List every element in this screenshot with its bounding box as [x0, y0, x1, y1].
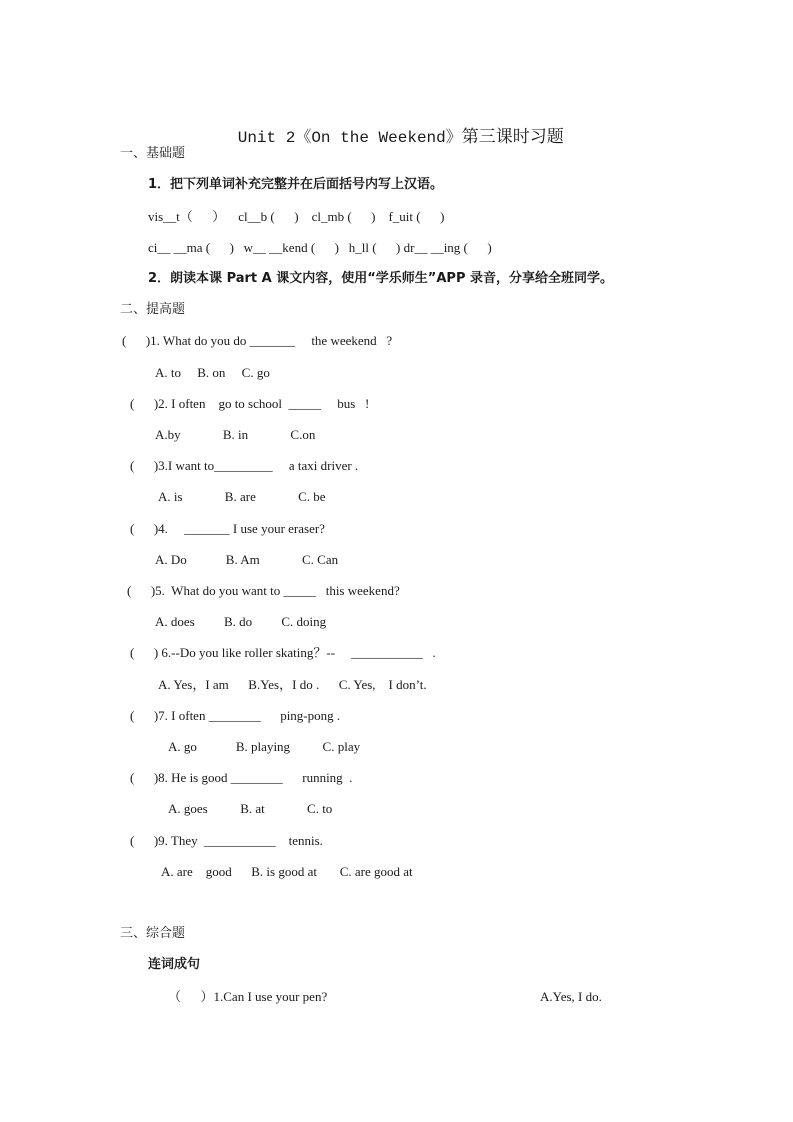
- question-7: ( )7. I often ________ ping-pong .: [130, 708, 341, 723]
- question-9-options: A. are good B. is good at C. are good at: [161, 864, 413, 879]
- page-title: [0, 107, 793, 148]
- question-1-options: A. to B. on C. go: [155, 365, 270, 380]
- question-4-options: A. Do B. Am C. Can: [155, 552, 339, 567]
- question-6-options: A. Yes，I am B.Yes，I do . C. Yes, I don’t.: [158, 677, 427, 692]
- section-1-task-2: 2．朗读本课 Part A 课文内容，使用“学乐师生”APP 录音，分享给全班同学。: [148, 271, 613, 286]
- matching-item-1-answer: A.Yes, I do.: [540, 989, 602, 1004]
- question-5: ( )5. What do you want to _____ this weekend?: [127, 583, 400, 598]
- section-1-heading: 一、基础题: [120, 146, 186, 161]
- question-2-options: A.by B. in C.on: [155, 427, 316, 442]
- question-3-options: A. is B. are C. be: [158, 489, 326, 504]
- word-fill-row-1: vis__t（ ） cl__b ( ) cl_mb ( ) f_uit ( ): [148, 209, 445, 224]
- section-1-task-1: 1．把下列单词补充完整并在后面括号内写上汉语。: [148, 177, 444, 192]
- question-7-options: A. go B. playing C. play: [168, 739, 361, 754]
- page-title-english: Unit 2《On the Weekend》: [237, 129, 462, 147]
- section-3-subheading: 连词成句: [148, 957, 201, 972]
- question-6: ( ) 6.--Do you like roller skating？-- ___________ .: [130, 645, 436, 660]
- question-1: ( )1. What do you do _______ the weekend ?: [122, 333, 393, 348]
- question-4: ( )4. _______ I use your eraser?: [130, 521, 325, 536]
- section-2-heading: 二、提高题: [120, 302, 186, 317]
- page-title-chinese: 第三课时习题: [461, 127, 564, 147]
- section-3-heading: 三、综合题: [120, 926, 186, 941]
- word-fill-row-2: ci__ __ma ( ) w__ __kend ( ) h_ll ( ) dr__ __ing ( ): [148, 240, 492, 255]
- question-8: ( )8. He is good ________ running .: [130, 770, 353, 785]
- question-5-options: A. does B. do C. doing: [155, 614, 327, 629]
- question-2: ( )2. I often go to school _____ bus !: [130, 396, 370, 411]
- question-8-options: A. goes B. at C. to: [168, 801, 333, 816]
- question-9: ( )9. They ___________ tennis.: [130, 833, 323, 848]
- matching-item-1: （ ）1.Can I use your pen?: [168, 989, 328, 1004]
- question-3: ( )3.I want to_________ a taxi driver .: [130, 458, 359, 473]
